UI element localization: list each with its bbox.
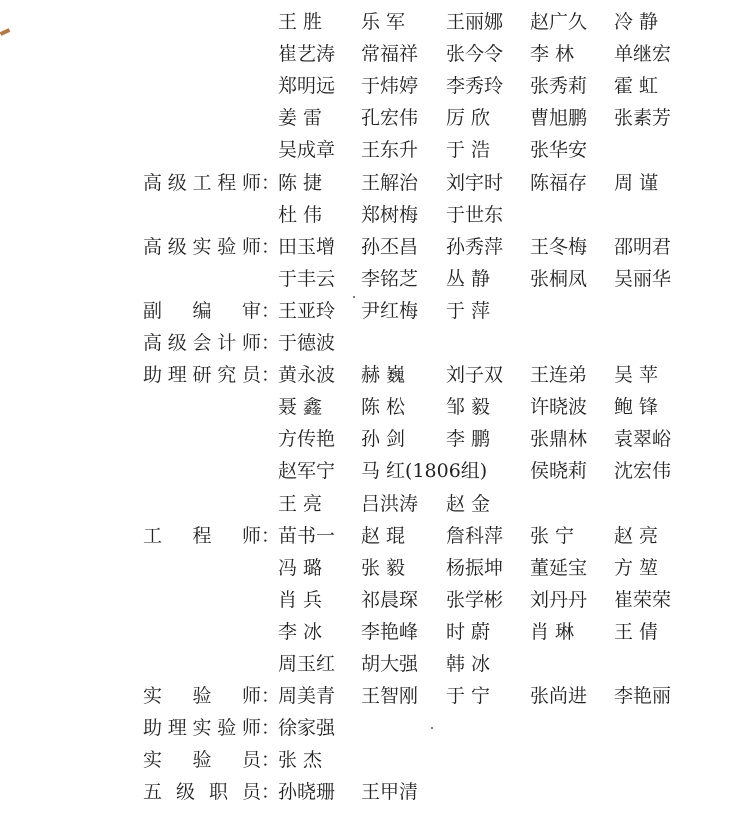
label-char: 实: [192, 717, 212, 740]
person-name: 王甲清: [361, 781, 419, 804]
list-row: [0, 102, 750, 134]
person-name: 于 萍: [446, 299, 491, 322]
person-name: 冯 璐: [278, 556, 323, 579]
title-label: [143, 520, 261, 552]
person-name: 徐家强: [278, 717, 336, 740]
list-row: [0, 199, 750, 231]
person-name: 韩 冰: [446, 653, 491, 675]
person-name: 孙晓珊: [278, 781, 336, 804]
label-char: 员: [241, 781, 261, 804]
label-char: 师: [241, 235, 261, 258]
person-name: 郑明远: [278, 75, 336, 98]
person-name: 于 浩: [446, 139, 491, 162]
title-label: [143, 776, 261, 808]
person-name: 周 谨: [614, 171, 659, 194]
label-char: 工: [192, 171, 212, 194]
label-char: 验: [217, 717, 237, 740]
person-name: 吴丽华: [614, 267, 672, 290]
person-name: 胡大强: [361, 653, 419, 675]
title-label: [143, 680, 261, 712]
person-name: 刘丹丹: [530, 588, 588, 611]
person-name: 杨振坤: [446, 556, 504, 579]
person-name: 于炜婷: [361, 75, 419, 98]
label-char: 验: [192, 749, 212, 772]
label-char: 计: [217, 332, 237, 354]
person-name: 田玉增: [278, 235, 336, 258]
person-name: 黄永波: [278, 364, 336, 387]
label-colon: ：: [261, 235, 281, 258]
person-name: 苗书一: [278, 524, 336, 547]
label-char: 编: [192, 299, 212, 322]
list-row: [0, 327, 750, 359]
person-name: 许晓波: [530, 396, 588, 419]
label-char: 会: [192, 332, 212, 354]
person-name: 聂 鑫: [278, 396, 323, 419]
person-name: 张 杰: [278, 749, 323, 772]
person-name: 赫 巍: [361, 364, 406, 387]
person-name: 周美青: [278, 685, 336, 708]
person-name: 王智刚: [361, 685, 419, 708]
person-name: 霍 虹: [614, 75, 659, 98]
person-name: 李艳峰: [361, 620, 419, 643]
person-name: 常福祥: [361, 43, 419, 66]
label-char: 员: [241, 749, 261, 772]
person-name: 邵明君: [614, 235, 672, 258]
label-colon: ：: [261, 171, 281, 194]
person-name: 周玉红: [278, 653, 336, 675]
person-name: 曹旭鹏: [530, 107, 588, 130]
person-name: 李秀玲: [446, 75, 504, 98]
person-name: 张 宁: [530, 524, 575, 547]
label-char: 副: [143, 299, 163, 322]
label-colon: ：: [261, 299, 281, 322]
person-name: 张尚进: [530, 685, 588, 708]
label-char: 高: [143, 171, 163, 194]
person-name: 赵 金: [446, 492, 491, 515]
label-char: 验: [192, 685, 212, 708]
person-name: 张桐凤: [530, 267, 588, 290]
list-row: [0, 488, 750, 520]
title-label: [143, 327, 261, 359]
list-row: [0, 6, 750, 38]
person-name: 张素芳: [614, 107, 672, 130]
label-char: 工: [143, 524, 163, 547]
person-name: 董延宝: [530, 556, 588, 579]
person-name: 王连弟: [530, 364, 588, 387]
label-colon: ：: [261, 332, 281, 354]
title-label: [143, 359, 261, 391]
list-row: [0, 391, 750, 423]
person-name: 方传艳: [278, 428, 336, 451]
label-char: 职: [208, 781, 228, 804]
list-row: [0, 167, 750, 199]
person-name: 马 红(1806组): [361, 460, 488, 483]
label-char: 助: [143, 717, 163, 740]
person-name: 刘子双: [446, 364, 504, 387]
person-name: 肖 兵: [278, 588, 323, 611]
list-row: [0, 70, 750, 102]
label-char: 究: [217, 364, 237, 387]
person-name: 吴 苹: [614, 364, 659, 387]
list-row: [0, 744, 750, 776]
person-name: 于世东: [446, 203, 504, 226]
list-row: [0, 616, 750, 648]
person-name: 孙秀萍: [446, 235, 504, 258]
person-name: 王冬梅: [530, 235, 588, 258]
list-row: [0, 584, 750, 616]
person-name: 王亚玲: [278, 299, 336, 322]
person-name: 赵 亮: [614, 524, 659, 547]
person-name: 袁翠峪: [614, 428, 672, 451]
list-row: [0, 520, 750, 552]
person-name: 单继宏: [614, 43, 672, 66]
person-name: 李铭芝: [361, 267, 419, 290]
person-name: 冷 静: [614, 11, 659, 33]
person-name: 丛 静: [446, 267, 491, 290]
person-name: 于德波: [278, 332, 336, 354]
person-name: 陈福存: [530, 171, 588, 194]
person-name: 赵广久: [530, 11, 588, 33]
person-name: 肖 琳: [530, 620, 575, 643]
label-char: 理: [167, 717, 187, 740]
person-name: 张鼎林: [530, 428, 588, 451]
person-name: 崔荣荣: [614, 588, 672, 611]
person-name: 鲍 锋: [614, 396, 659, 419]
person-name: 刘宇时: [446, 171, 504, 194]
label-char: 员: [241, 364, 261, 387]
person-name: 姜 雷: [278, 107, 323, 130]
person-name: 陈 捷: [278, 171, 323, 194]
person-name: 孔宏伟: [361, 107, 419, 130]
label-char: 实: [192, 235, 212, 258]
label-char: 程: [192, 524, 212, 547]
person-name: 张华安: [530, 139, 588, 162]
person-name: 乐 军: [361, 11, 406, 33]
person-name: 郑树梅: [361, 203, 419, 226]
person-name: 孙丕昌: [361, 235, 419, 258]
label-char: 师: [241, 524, 261, 547]
label-char: 高: [143, 235, 163, 258]
person-name: 崔艺涛: [278, 43, 336, 66]
label-colon: ：: [261, 717, 281, 740]
person-name: 赵军宁: [278, 460, 336, 483]
label-char: 五: [143, 781, 163, 804]
person-name: 王 亮: [278, 492, 323, 515]
label-char: 师: [241, 717, 261, 740]
label-char: 程: [217, 171, 237, 194]
person-name: 祁晨琛: [361, 588, 419, 611]
label-colon: ：: [261, 524, 281, 547]
title-label: [143, 167, 261, 199]
label-char: 级: [167, 171, 187, 194]
person-name: 李艳丽: [614, 685, 672, 708]
list-row: [0, 38, 750, 70]
label-char: 师: [241, 171, 261, 194]
list-row: [0, 134, 750, 166]
person-name: 李 冰: [278, 620, 323, 643]
label-char: 级: [167, 235, 187, 258]
label-char: 验: [217, 235, 237, 258]
label-char: 师: [241, 332, 261, 354]
label-char: 助: [143, 364, 163, 387]
list-row: [0, 263, 750, 295]
list-row: [0, 552, 750, 584]
list-row: [0, 712, 750, 744]
label-colon: ：: [261, 749, 281, 772]
person-name: 尹红梅: [361, 299, 419, 322]
person-name: 张学彬: [446, 588, 504, 611]
person-name: 李 鹏: [446, 428, 491, 451]
person-name: 吴成章: [278, 139, 336, 162]
title-label: [143, 295, 261, 327]
person-name: 张秀莉: [530, 75, 588, 98]
person-name: 邹 毅: [446, 396, 491, 419]
person-name: 张今令: [446, 43, 504, 66]
person-name: 赵 琨: [361, 524, 406, 547]
label-char: 实: [143, 749, 163, 772]
label-colon: ：: [261, 781, 281, 804]
person-name: 杜 伟: [278, 203, 323, 226]
person-name: 时 蔚: [446, 620, 491, 643]
label-char: 级: [175, 781, 195, 804]
person-name: 王东升: [361, 139, 419, 162]
person-name: 李 林: [530, 43, 575, 66]
label-colon: ：: [261, 364, 281, 387]
person-name: 王 倩: [614, 620, 659, 643]
person-name: 陈 松: [361, 396, 406, 419]
person-name: 厉 欣: [446, 107, 491, 130]
person-name: 侯晓莉: [530, 460, 588, 483]
person-name: 张 毅: [361, 556, 406, 579]
person-name: 沈宏伟: [614, 460, 672, 483]
label-char: 审: [241, 299, 261, 322]
label-colon: ：: [261, 685, 281, 708]
list-row: [0, 455, 750, 487]
list-row: [0, 359, 750, 391]
person-name: 于丰云: [278, 267, 336, 290]
label-char: 研: [192, 364, 212, 387]
list-row: [0, 231, 750, 263]
label-char: 级: [167, 332, 187, 354]
person-name: 吕洪涛: [361, 492, 419, 515]
label-char: 实: [143, 685, 163, 708]
person-name: 王 胜: [278, 11, 323, 33]
person-name: 詹科萍: [446, 524, 504, 547]
list-row: [0, 680, 750, 712]
title-label: [143, 712, 261, 744]
label-char: 理: [167, 364, 187, 387]
label-char: 师: [241, 685, 261, 708]
person-name: 王丽娜: [446, 11, 504, 33]
title-label: [143, 231, 261, 263]
person-name: 方 堃: [614, 556, 659, 579]
person-name: 王解治: [361, 171, 419, 194]
list-row: [0, 776, 750, 808]
person-name: 于 宁: [446, 685, 491, 708]
person-name: 孙 剑: [361, 428, 406, 451]
label-char: 高: [143, 332, 163, 354]
list-row: [0, 648, 750, 680]
title-label: [143, 744, 261, 776]
list-row: [0, 423, 750, 455]
list-row: [0, 295, 750, 327]
